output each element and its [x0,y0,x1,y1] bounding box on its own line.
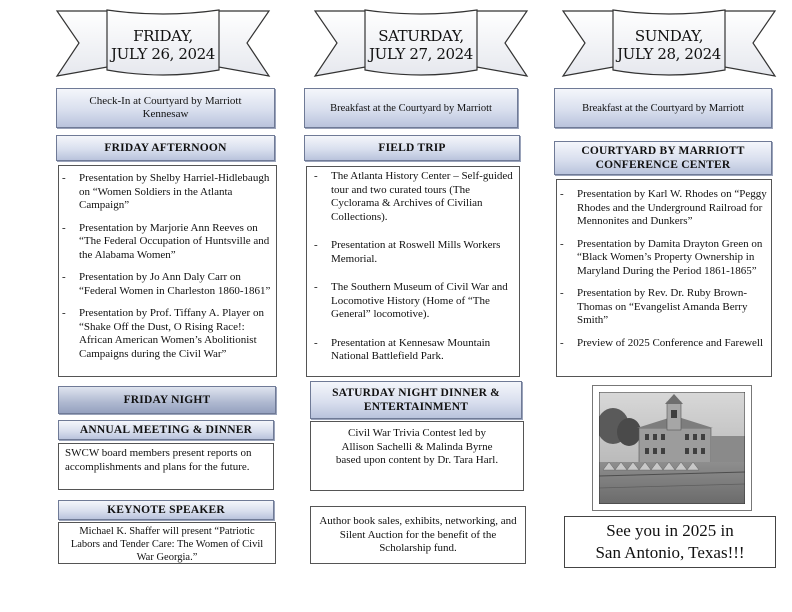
friday-date: JULY 26, 2024 [111,45,215,63]
friday-checkin: Check-In at Courtyard by Marriott Kennesaw [56,88,275,128]
sunday-date-banner [561,8,777,82]
auction-text: Author book sales, exhibits, networking, and Silent Auction for the benefit of the Scholarship fund. [310,506,526,564]
saturday-day: SATURDAY, [378,27,464,45]
keynote-heading: KEYNOTE SPEAKER [58,500,274,520]
field-trip-list [306,166,520,377]
keynote-text: Michael K. Shaffer will present “Patriotic Labors and Tender Care: The Women of Civil War Georgia.” [58,522,276,564]
trivia-contest-text: Civil War Trivia Contest led by Allison Sachelli & Malinda Byrne based upon content by Dr. Tara Harl. [310,421,524,491]
sunday-presentations-list [556,179,772,377]
field-trip-heading: FIELD TRIP [304,135,520,161]
list-item: - The Atlanta History Center – Self-guided tour and two curated tours (The Cyclorama & Archives of Civilian Collections). [311,170,515,224]
closing-line-1: See you in 2025 in [606,521,734,540]
sunday-date: JULY 28, 2024 [617,45,721,63]
list-item: - Presentation by Rev. Dr. Ruby Brown-Thomas on “Evangelist Amanda Berry Smith” [557,287,767,328]
closing-line-2: San Antonio, Texas!!! [595,543,745,562]
list-item: - Presentation by Damita Drayton Green on “Black Women’s Property Ownership in Maryland During the Period 1861-1865” [557,238,767,279]
closing-message [564,516,776,568]
building-image [599,392,745,504]
list-item: - Presentation by Marjorie Ann Reeves on “The Federal Occupation of Huntsville and the Alabama Women” [59,222,272,263]
friday-afternoon-list [58,165,277,377]
saturday-dinner-heading: SATURDAY NIGHT DINNER & ENTERTAINMENT [310,381,522,419]
friday-date-banner [55,8,271,82]
annual-meeting-text: SWCW board members present reports on accomplishments and plans for the future. [58,443,274,490]
list-item: - Presentation at Kennesaw Mountain National Battlefield Park. [311,337,515,364]
list-item: - Presentation by Shelby Harriel-Hidlebaugh on “Women Soldiers in the Atlanta Campaign” [59,172,272,213]
conference-center-heading: COURTYARD BY MARRIOTT CONFERENCE CENTER [554,141,772,175]
sunday-breakfast: Breakfast at the Courtyard by Marriott [554,88,772,128]
saturday-breakfast: Breakfast at the Courtyard by Marriott [304,88,518,128]
list-item: - The Southern Museum of Civil War and Locomotive History (Home of “The General” locomotive). [311,281,515,322]
annual-meeting-heading: ANNUAL MEETING & DINNER [58,420,274,440]
sunday-day: SUNDAY, [634,27,704,45]
historic-building-photo [592,385,752,511]
saturday-date-banner [313,8,529,82]
list-item: - Presentation by Karl W. Rhodes on “Peggy Rhodes and the Underground Railroad for Mennonites and Dunkers” [557,188,767,229]
list-item: - Presentation at Roswell Mills Workers Memorial. [311,239,515,266]
friday-night-heading: FRIDAY NIGHT [58,386,276,414]
saturday-date: JULY 27, 2024 [369,45,473,63]
friday-day: FRIDAY, [133,27,193,45]
friday-afternoon-heading: FRIDAY AFTERNOON [56,135,275,161]
list-item: - Preview of 2025 Conference and Farewell [557,337,767,351]
list-item: - Presentation by Jo Ann Daly Carr on “Federal Women in Charleston 1860-1861” [59,271,272,298]
list-item: - Presentation by Prof. Tiffany A. Player on “Shake Off the Dust, O Rising Race!: African American Women’s Abolitionist Campaigns during the Civil War” [59,307,272,361]
